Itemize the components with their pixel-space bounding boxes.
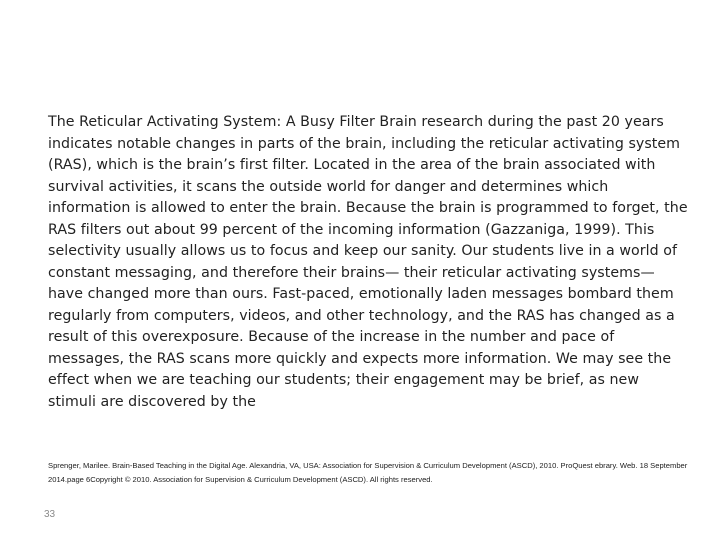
citation-footnote: Sprenger, Marilee. Brain-Based Teaching in the Digital Age. Alexandria, VA, USA: Association for Supervision & Curriculum Development (ASCD), 2010. ProQuest ebrary. Web. 18 September 2014.page 6Copyright © 2010. Association for Supervision & Curriculum Development (ASCD). All rights reserved. [48,461,688,484]
slide-number: 33 [44,509,56,520]
body-paragraph: The Reticular Activating System: A Busy Filter Brain research during the past 20 years indicates notable changes in parts of the brain, including the reticular activating system (RAS), which is the brain’s first filter. Located in the area of the brain associated with survival activities, it scans the outside world for danger and determines which information is allowed to enter the brain. Because the brain is programmed to forget, the RAS filters out about 99 percent of the incoming information (Gazzaniga, 1999). This selectivity usually allows us to focus and keep our sanity. Our students live in a world of constant messaging, and therefore their brains— their reticular activating systems— have changed more than ours. Fast-paced, emotionally laden messages bombard them regularly from computers, videos, and other technology, and the RAS has changed as a result of this overexposure. Because of the increase in the number and pace of messages, the RAS scans more quickly and expects more information. We may see the effect when we are teaching our students; their engagement may be brief, as new stimuli are discovered by the [48,114,688,410]
